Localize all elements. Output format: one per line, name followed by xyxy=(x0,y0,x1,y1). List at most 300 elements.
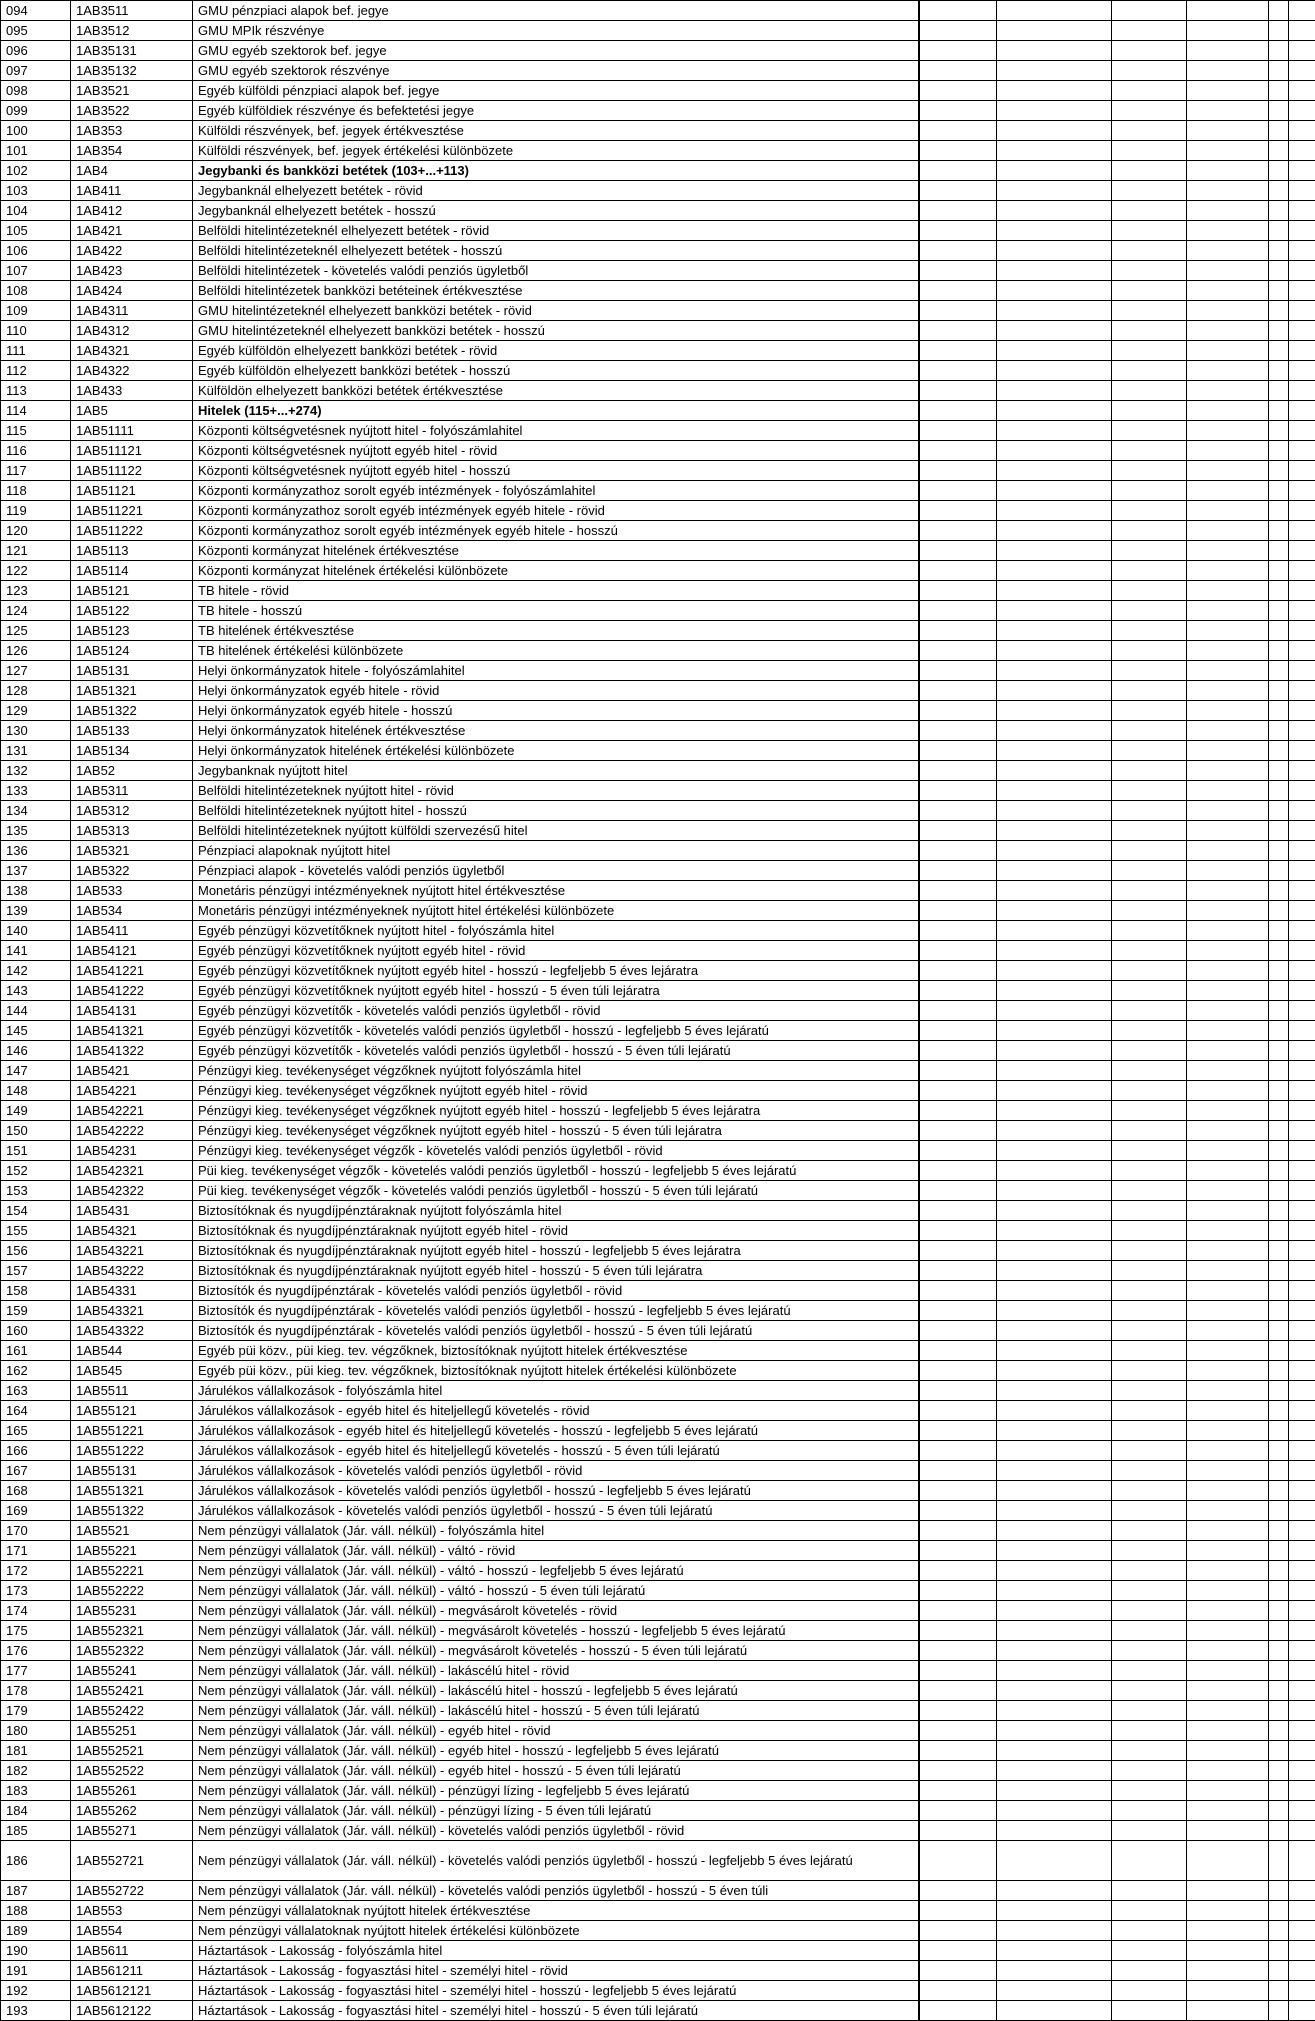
value-cell-3[interactable] xyxy=(1112,221,1187,241)
value-cell-4[interactable] xyxy=(1187,1681,1269,1701)
value-cell-2[interactable] xyxy=(997,1441,1112,1461)
value-cell-1[interactable] xyxy=(919,1941,997,1961)
value-cell-2[interactable] xyxy=(997,281,1112,301)
value-cell-6[interactable] xyxy=(1289,801,1315,821)
value-cell-2[interactable] xyxy=(997,761,1112,781)
value-cell-2[interactable] xyxy=(997,1121,1112,1141)
value-cell-6[interactable] xyxy=(1289,1901,1315,1921)
value-cell-5[interactable] xyxy=(1269,1961,1289,1981)
value-cell-3[interactable] xyxy=(1112,561,1187,581)
value-cell-5[interactable] xyxy=(1269,381,1289,401)
value-cell-2[interactable] xyxy=(997,361,1112,381)
value-cell-1[interactable] xyxy=(919,701,997,721)
value-cell-5[interactable] xyxy=(1269,461,1289,481)
value-cell-1[interactable] xyxy=(919,1,997,21)
value-cell-1[interactable] xyxy=(919,1421,997,1441)
value-cell-5[interactable] xyxy=(1269,661,1289,681)
value-cell-4[interactable] xyxy=(1187,1361,1269,1381)
value-cell-1[interactable] xyxy=(919,1021,997,1041)
value-cell-3[interactable] xyxy=(1112,1421,1187,1441)
value-cell-4[interactable] xyxy=(1187,721,1269,741)
value-cell-5[interactable] xyxy=(1269,1461,1289,1481)
value-cell-4[interactable] xyxy=(1187,541,1269,561)
value-cell-2[interactable] xyxy=(997,641,1112,661)
value-cell-4[interactable] xyxy=(1187,401,1269,421)
value-cell-3[interactable] xyxy=(1112,1681,1187,1701)
value-cell-5[interactable] xyxy=(1269,801,1289,821)
value-cell-2[interactable] xyxy=(997,1181,1112,1201)
value-cell-5[interactable] xyxy=(1269,321,1289,341)
value-cell-4[interactable] xyxy=(1187,1701,1269,1721)
value-cell-3[interactable] xyxy=(1112,961,1187,981)
value-cell-4[interactable] xyxy=(1187,1581,1269,1601)
value-cell-4[interactable] xyxy=(1187,821,1269,841)
value-cell-4[interactable] xyxy=(1187,521,1269,541)
value-cell-3[interactable] xyxy=(1112,161,1187,181)
value-cell-6[interactable] xyxy=(1289,1221,1315,1241)
value-cell-1[interactable] xyxy=(919,1101,997,1121)
value-cell-3[interactable] xyxy=(1112,781,1187,801)
value-cell-4[interactable] xyxy=(1187,221,1269,241)
value-cell-3[interactable] xyxy=(1112,1021,1187,1041)
value-cell-2[interactable] xyxy=(997,941,1112,961)
value-cell-4[interactable] xyxy=(1187,101,1269,121)
value-cell-1[interactable] xyxy=(919,41,997,61)
value-cell-1[interactable] xyxy=(919,1641,997,1661)
value-cell-3[interactable] xyxy=(1112,1441,1187,1461)
value-cell-5[interactable] xyxy=(1269,861,1289,881)
value-cell-1[interactable] xyxy=(919,101,997,121)
value-cell-3[interactable] xyxy=(1112,61,1187,81)
value-cell-2[interactable] xyxy=(997,321,1112,341)
value-cell-5[interactable] xyxy=(1269,841,1289,861)
value-cell-4[interactable] xyxy=(1187,1941,1269,1961)
value-cell-6[interactable] xyxy=(1289,1681,1315,1701)
value-cell-4[interactable] xyxy=(1187,1261,1269,1281)
value-cell-5[interactable] xyxy=(1269,1841,1289,1881)
value-cell-6[interactable] xyxy=(1289,781,1315,801)
value-cell-5[interactable] xyxy=(1269,1301,1289,1321)
value-cell-2[interactable] xyxy=(997,1841,1112,1881)
value-cell-6[interactable] xyxy=(1289,861,1315,881)
value-cell-6[interactable] xyxy=(1289,121,1315,141)
value-cell-5[interactable] xyxy=(1269,301,1289,321)
value-cell-2[interactable] xyxy=(997,1601,1112,1621)
value-cell-2[interactable] xyxy=(997,1821,1112,1841)
value-cell-3[interactable] xyxy=(1112,1081,1187,1101)
value-cell-3[interactable] xyxy=(1112,1181,1187,1201)
value-cell-6[interactable] xyxy=(1289,101,1315,121)
value-cell-4[interactable] xyxy=(1187,1101,1269,1121)
value-cell-6[interactable] xyxy=(1289,621,1315,641)
value-cell-3[interactable] xyxy=(1112,301,1187,321)
value-cell-3[interactable] xyxy=(1112,521,1187,541)
value-cell-1[interactable] xyxy=(919,1621,997,1641)
value-cell-6[interactable] xyxy=(1289,1381,1315,1401)
value-cell-1[interactable] xyxy=(919,1481,997,1501)
value-cell-3[interactable] xyxy=(1112,1041,1187,1061)
value-cell-6[interactable] xyxy=(1289,1981,1315,2001)
value-cell-6[interactable] xyxy=(1289,1,1315,21)
value-cell-3[interactable] xyxy=(1112,681,1187,701)
value-cell-2[interactable] xyxy=(997,601,1112,621)
value-cell-3[interactable] xyxy=(1112,1841,1187,1881)
value-cell-6[interactable] xyxy=(1289,761,1315,781)
value-cell-6[interactable] xyxy=(1289,941,1315,961)
value-cell-4[interactable] xyxy=(1187,1901,1269,1921)
value-cell-5[interactable] xyxy=(1269,1381,1289,1401)
value-cell-5[interactable] xyxy=(1269,141,1289,161)
value-cell-3[interactable] xyxy=(1112,401,1187,421)
value-cell-3[interactable] xyxy=(1112,1501,1187,1521)
value-cell-4[interactable] xyxy=(1187,1001,1269,1021)
value-cell-4[interactable] xyxy=(1187,1561,1269,1581)
value-cell-3[interactable] xyxy=(1112,1101,1187,1121)
value-cell-4[interactable] xyxy=(1187,1041,1269,1061)
value-cell-4[interactable] xyxy=(1187,1121,1269,1141)
value-cell-2[interactable] xyxy=(997,1301,1112,1321)
value-cell-4[interactable] xyxy=(1187,141,1269,161)
value-cell-2[interactable] xyxy=(997,1081,1112,1101)
value-cell-1[interactable] xyxy=(919,961,997,981)
value-cell-5[interactable] xyxy=(1269,1481,1289,1501)
value-cell-5[interactable] xyxy=(1269,1141,1289,1161)
value-cell-5[interactable] xyxy=(1269,1641,1289,1661)
value-cell-6[interactable] xyxy=(1289,341,1315,361)
value-cell-6[interactable] xyxy=(1289,1261,1315,1281)
value-cell-2[interactable] xyxy=(997,581,1112,601)
value-cell-1[interactable] xyxy=(919,781,997,801)
value-cell-6[interactable] xyxy=(1289,1101,1315,1121)
value-cell-4[interactable] xyxy=(1187,1021,1269,1041)
value-cell-5[interactable] xyxy=(1269,1761,1289,1781)
value-cell-3[interactable] xyxy=(1112,1941,1187,1961)
value-cell-1[interactable] xyxy=(919,61,997,81)
value-cell-4[interactable] xyxy=(1187,1441,1269,1461)
value-cell-5[interactable] xyxy=(1269,1521,1289,1541)
value-cell-6[interactable] xyxy=(1289,601,1315,621)
value-cell-2[interactable] xyxy=(997,1681,1112,1701)
value-cell-1[interactable] xyxy=(919,1801,997,1821)
value-cell-5[interactable] xyxy=(1269,281,1289,301)
value-cell-1[interactable] xyxy=(919,1681,997,1701)
value-cell-2[interactable] xyxy=(997,861,1112,881)
value-cell-5[interactable] xyxy=(1269,1561,1289,1581)
value-cell-2[interactable] xyxy=(997,1021,1112,1041)
value-cell-3[interactable] xyxy=(1112,801,1187,821)
value-cell-4[interactable] xyxy=(1187,1961,1269,1981)
value-cell-3[interactable] xyxy=(1112,901,1187,921)
value-cell-5[interactable] xyxy=(1269,1821,1289,1841)
value-cell-3[interactable] xyxy=(1112,541,1187,561)
value-cell-6[interactable] xyxy=(1289,441,1315,461)
value-cell-6[interactable] xyxy=(1289,1361,1315,1381)
value-cell-4[interactable] xyxy=(1187,1881,1269,1901)
value-cell-6[interactable] xyxy=(1289,1121,1315,1141)
value-cell-3[interactable] xyxy=(1112,121,1187,141)
value-cell-4[interactable] xyxy=(1187,461,1269,481)
value-cell-1[interactable] xyxy=(919,1821,997,1841)
value-cell-4[interactable] xyxy=(1187,1741,1269,1761)
value-cell-1[interactable] xyxy=(919,741,997,761)
value-cell-3[interactable] xyxy=(1112,1401,1187,1421)
value-cell-2[interactable] xyxy=(997,1701,1112,1721)
value-cell-6[interactable] xyxy=(1289,681,1315,701)
value-cell-6[interactable] xyxy=(1289,1421,1315,1441)
value-cell-3[interactable] xyxy=(1112,2001,1187,2021)
value-cell-2[interactable] xyxy=(997,1261,1112,1281)
value-cell-1[interactable] xyxy=(919,1601,997,1621)
value-cell-4[interactable] xyxy=(1187,1321,1269,1341)
value-cell-2[interactable] xyxy=(997,501,1112,521)
value-cell-6[interactable] xyxy=(1289,401,1315,421)
value-cell-4[interactable] xyxy=(1187,1381,1269,1401)
value-cell-4[interactable] xyxy=(1187,1501,1269,1521)
value-cell-1[interactable] xyxy=(919,1241,997,1261)
value-cell-4[interactable] xyxy=(1187,1541,1269,1561)
value-cell-6[interactable] xyxy=(1289,1001,1315,1021)
value-cell-1[interactable] xyxy=(919,1201,997,1221)
value-cell-6[interactable] xyxy=(1289,321,1315,341)
value-cell-1[interactable] xyxy=(919,1521,997,1541)
value-cell-6[interactable] xyxy=(1289,521,1315,541)
value-cell-1[interactable] xyxy=(919,21,997,41)
value-cell-6[interactable] xyxy=(1289,541,1315,561)
value-cell-5[interactable] xyxy=(1269,1941,1289,1961)
value-cell-2[interactable] xyxy=(997,1401,1112,1421)
value-cell-3[interactable] xyxy=(1112,621,1187,641)
value-cell-1[interactable] xyxy=(919,241,997,261)
value-cell-1[interactable] xyxy=(919,281,997,301)
value-cell-1[interactable] xyxy=(919,1281,997,1301)
value-cell-5[interactable] xyxy=(1269,961,1289,981)
value-cell-5[interactable] xyxy=(1269,121,1289,141)
value-cell-1[interactable] xyxy=(919,321,997,341)
value-cell-1[interactable] xyxy=(919,121,997,141)
value-cell-3[interactable] xyxy=(1112,581,1187,601)
value-cell-1[interactable] xyxy=(919,1781,997,1801)
value-cell-6[interactable] xyxy=(1289,1801,1315,1821)
value-cell-3[interactable] xyxy=(1112,381,1187,401)
value-cell-2[interactable] xyxy=(997,1361,1112,1381)
value-cell-2[interactable] xyxy=(997,981,1112,1001)
value-cell-5[interactable] xyxy=(1269,521,1289,541)
value-cell-6[interactable] xyxy=(1289,1041,1315,1061)
value-cell-6[interactable] xyxy=(1289,1341,1315,1361)
value-cell-1[interactable] xyxy=(919,1321,997,1341)
value-cell-4[interactable] xyxy=(1187,61,1269,81)
value-cell-6[interactable] xyxy=(1289,1281,1315,1301)
value-cell-6[interactable] xyxy=(1289,1661,1315,1681)
value-cell-2[interactable] xyxy=(997,1581,1112,1601)
value-cell-6[interactable] xyxy=(1289,1441,1315,1461)
value-cell-2[interactable] xyxy=(997,1641,1112,1661)
value-cell-4[interactable] xyxy=(1187,1921,1269,1941)
value-cell-3[interactable] xyxy=(1112,21,1187,41)
value-cell-2[interactable] xyxy=(997,1421,1112,1441)
value-cell-6[interactable] xyxy=(1289,1181,1315,1201)
value-cell-3[interactable] xyxy=(1112,1521,1187,1541)
value-cell-3[interactable] xyxy=(1112,501,1187,521)
value-cell-5[interactable] xyxy=(1269,81,1289,101)
value-cell-5[interactable] xyxy=(1269,101,1289,121)
value-cell-1[interactable] xyxy=(919,1401,997,1421)
value-cell-3[interactable] xyxy=(1112,1601,1187,1621)
value-cell-4[interactable] xyxy=(1187,781,1269,801)
value-cell-1[interactable] xyxy=(919,221,997,241)
value-cell-1[interactable] xyxy=(919,721,997,741)
value-cell-6[interactable] xyxy=(1289,281,1315,301)
value-cell-5[interactable] xyxy=(1269,61,1289,81)
value-cell-3[interactable] xyxy=(1112,1221,1187,1241)
value-cell-3[interactable] xyxy=(1112,881,1187,901)
value-cell-4[interactable] xyxy=(1187,761,1269,781)
value-cell-5[interactable] xyxy=(1269,1921,1289,1941)
value-cell-5[interactable] xyxy=(1269,1101,1289,1121)
value-cell-3[interactable] xyxy=(1112,1341,1187,1361)
value-cell-4[interactable] xyxy=(1187,741,1269,761)
value-cell-4[interactable] xyxy=(1187,1481,1269,1501)
value-cell-3[interactable] xyxy=(1112,1641,1187,1661)
value-cell-2[interactable] xyxy=(997,821,1112,841)
value-cell-3[interactable] xyxy=(1112,1541,1187,1561)
value-cell-5[interactable] xyxy=(1269,941,1289,961)
value-cell-3[interactable] xyxy=(1112,321,1187,341)
value-cell-4[interactable] xyxy=(1187,161,1269,181)
value-cell-1[interactable] xyxy=(919,1221,997,1241)
value-cell-4[interactable] xyxy=(1187,1341,1269,1361)
value-cell-2[interactable] xyxy=(997,41,1112,61)
value-cell-2[interactable] xyxy=(997,841,1112,861)
value-cell-2[interactable] xyxy=(997,1921,1112,1941)
value-cell-2[interactable] xyxy=(997,1521,1112,1541)
value-cell-1[interactable] xyxy=(919,1741,997,1761)
value-cell-2[interactable] xyxy=(997,1941,1112,1961)
value-cell-2[interactable] xyxy=(997,201,1112,221)
value-cell-5[interactable] xyxy=(1269,1081,1289,1101)
value-cell-5[interactable] xyxy=(1269,1581,1289,1601)
value-cell-2[interactable] xyxy=(997,1041,1112,1061)
value-cell-2[interactable] xyxy=(997,1381,1112,1401)
value-cell-5[interactable] xyxy=(1269,921,1289,941)
value-cell-3[interactable] xyxy=(1112,1361,1187,1381)
value-cell-3[interactable] xyxy=(1112,721,1187,741)
value-cell-5[interactable] xyxy=(1269,1321,1289,1341)
value-cell-4[interactable] xyxy=(1187,941,1269,961)
value-cell-4[interactable] xyxy=(1187,301,1269,321)
value-cell-2[interactable] xyxy=(997,1721,1112,1741)
value-cell-4[interactable] xyxy=(1187,21,1269,41)
value-cell-6[interactable] xyxy=(1289,1021,1315,1041)
value-cell-5[interactable] xyxy=(1269,1341,1289,1361)
value-cell-2[interactable] xyxy=(997,781,1112,801)
value-cell-6[interactable] xyxy=(1289,561,1315,581)
value-cell-1[interactable] xyxy=(919,421,997,441)
value-cell-1[interactable] xyxy=(919,2001,997,2021)
value-cell-6[interactable] xyxy=(1289,1161,1315,1181)
value-cell-6[interactable] xyxy=(1289,421,1315,441)
value-cell-6[interactable] xyxy=(1289,1301,1315,1321)
value-cell-3[interactable] xyxy=(1112,821,1187,841)
value-cell-5[interactable] xyxy=(1269,401,1289,421)
value-cell-5[interactable] xyxy=(1269,1021,1289,1041)
value-cell-1[interactable] xyxy=(919,681,997,701)
value-cell-2[interactable] xyxy=(997,1061,1112,1081)
value-cell-2[interactable] xyxy=(997,461,1112,481)
value-cell-6[interactable] xyxy=(1289,721,1315,741)
value-cell-5[interactable] xyxy=(1269,1901,1289,1921)
value-cell-5[interactable] xyxy=(1269,361,1289,381)
value-cell-4[interactable] xyxy=(1187,881,1269,901)
value-cell-1[interactable] xyxy=(919,1001,997,1021)
value-cell-3[interactable] xyxy=(1112,101,1187,121)
value-cell-5[interactable] xyxy=(1269,1621,1289,1641)
value-cell-5[interactable] xyxy=(1269,641,1289,661)
value-cell-6[interactable] xyxy=(1289,901,1315,921)
value-cell-5[interactable] xyxy=(1269,441,1289,461)
value-cell-6[interactable] xyxy=(1289,1321,1315,1341)
value-cell-6[interactable] xyxy=(1289,181,1315,201)
value-cell-2[interactable] xyxy=(997,801,1112,821)
value-cell-1[interactable] xyxy=(919,1041,997,1061)
value-cell-3[interactable] xyxy=(1112,1721,1187,1741)
value-cell-1[interactable] xyxy=(919,1981,997,2001)
value-cell-5[interactable] xyxy=(1269,1161,1289,1181)
value-cell-6[interactable] xyxy=(1289,1781,1315,1801)
value-cell-1[interactable] xyxy=(919,1841,997,1881)
value-cell-6[interactable] xyxy=(1289,361,1315,381)
value-cell-4[interactable] xyxy=(1187,581,1269,601)
value-cell-5[interactable] xyxy=(1269,161,1289,181)
value-cell-5[interactable] xyxy=(1269,1121,1289,1141)
value-cell-6[interactable] xyxy=(1289,1081,1315,1101)
value-cell-6[interactable] xyxy=(1289,1241,1315,1261)
value-cell-2[interactable] xyxy=(997,241,1112,261)
value-cell-6[interactable] xyxy=(1289,581,1315,601)
value-cell-5[interactable] xyxy=(1269,1421,1289,1441)
value-cell-1[interactable] xyxy=(919,1881,997,1901)
value-cell-4[interactable] xyxy=(1187,1061,1269,1081)
value-cell-4[interactable] xyxy=(1187,261,1269,281)
value-cell-4[interactable] xyxy=(1187,281,1269,301)
value-cell-3[interactable] xyxy=(1112,1741,1187,1761)
value-cell-5[interactable] xyxy=(1269,221,1289,241)
value-cell-2[interactable] xyxy=(997,421,1112,441)
value-cell-2[interactable] xyxy=(997,1001,1112,1021)
value-cell-4[interactable] xyxy=(1187,1401,1269,1421)
value-cell-2[interactable] xyxy=(997,721,1112,741)
value-cell-5[interactable] xyxy=(1269,21,1289,41)
value-cell-1[interactable] xyxy=(919,541,997,561)
value-cell-6[interactable] xyxy=(1289,161,1315,181)
value-cell-3[interactable] xyxy=(1112,601,1187,621)
value-cell-6[interactable] xyxy=(1289,641,1315,661)
value-cell-5[interactable] xyxy=(1269,781,1289,801)
value-cell-4[interactable] xyxy=(1187,981,1269,1001)
value-cell-2[interactable] xyxy=(997,661,1112,681)
value-cell-3[interactable] xyxy=(1112,841,1187,861)
value-cell-3[interactable] xyxy=(1112,761,1187,781)
value-cell-1[interactable] xyxy=(919,881,997,901)
value-cell-3[interactable] xyxy=(1112,661,1187,681)
value-cell-5[interactable] xyxy=(1269,1361,1289,1381)
value-cell-6[interactable] xyxy=(1289,1961,1315,1981)
value-cell-4[interactable] xyxy=(1187,1081,1269,1101)
value-cell-3[interactable] xyxy=(1112,1461,1187,1481)
value-cell-4[interactable] xyxy=(1187,1241,1269,1261)
value-cell-2[interactable] xyxy=(997,1241,1112,1261)
value-cell-2[interactable] xyxy=(997,1321,1112,1341)
